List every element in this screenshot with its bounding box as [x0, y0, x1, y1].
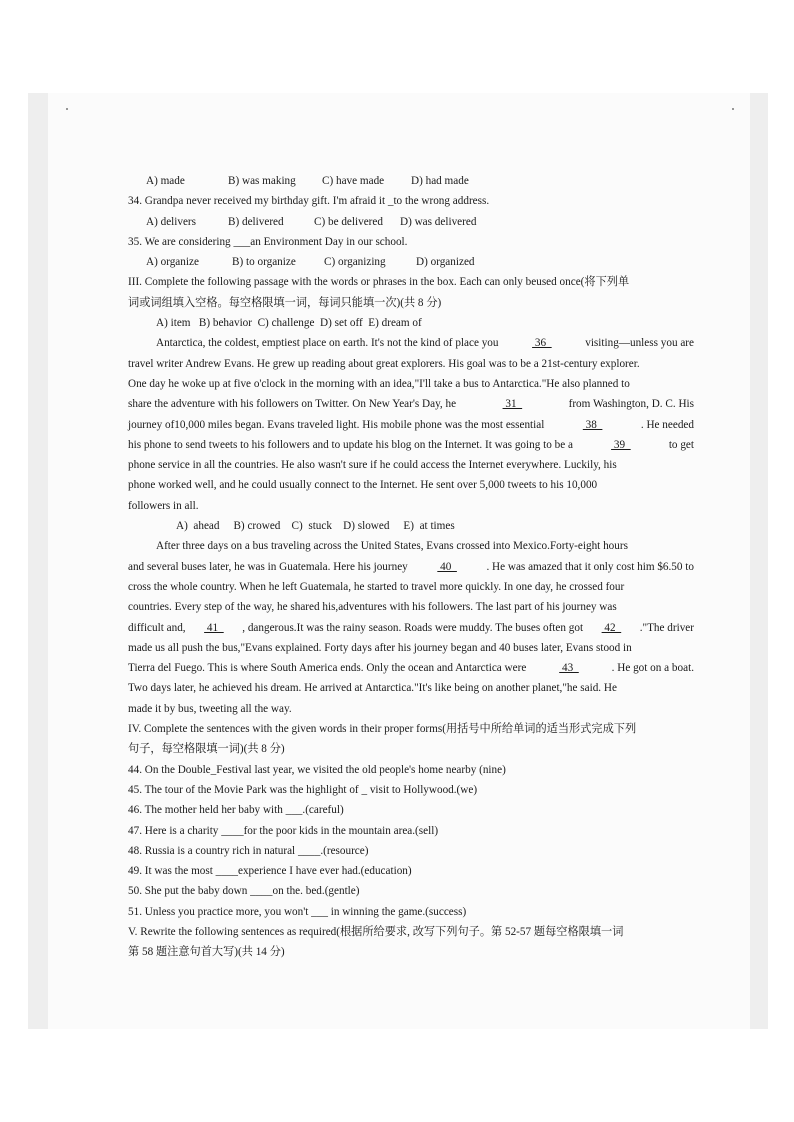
question-34: 34. Grandpa never received my birthday gift. I'm afraid it _to the wrong address. — [128, 195, 490, 208]
option: D) organized — [416, 256, 475, 269]
scan-speck — [732, 108, 734, 110]
question-35: 35. We are considering ___an Environment Day in our school. — [128, 235, 408, 248]
passage-line: phone worked well, and he could usually connect to the Internet. He sent over 5,000 tweets to his 10,000 — [128, 479, 598, 492]
passage-line: phone service in all the countries. He also wasn't sure if he could access the Internet everywhere. Luckily, his — [128, 459, 617, 472]
option: C) have made — [322, 175, 385, 187]
option: D) had made — [411, 175, 469, 187]
passage-line: One day he woke up at five o'clock in the morning with an idea,"I'll take a bus to Antarctica."He also planned to — [128, 377, 630, 390]
passage-line: made it by bus, tweeting all the way. — [128, 702, 292, 715]
answer-blank: 36 — [532, 337, 552, 350]
answer-blank: 40 — [437, 560, 457, 573]
question-45: 45. The tour of the Movie Park was the highlight of _ visit to Hollywood.(we) — [128, 783, 478, 796]
passage-line: travel writer Andrew Evans. He grew up reading about great explorers. His goal was to be a 21st-century explorer. — [128, 357, 640, 370]
option: A) made — [146, 175, 185, 187]
q35-options — [128, 252, 694, 272]
passage-line: and several buses later, he was in Guatemala. Here his journey 40 . He was amazed that it only cost him $6.50 to — [128, 557, 694, 577]
answer-blank: 43 — [559, 662, 579, 675]
answer-blank: 42 — [601, 621, 622, 634]
answer-blank: 38 — [582, 418, 603, 431]
answer-blank: 41 — [204, 621, 224, 634]
question-47: 47. Here is a charity ____for the poor kids in the mountain area.(sell) — [128, 824, 439, 837]
option: A) delivers — [146, 215, 197, 228]
q33-options — [128, 171, 694, 191]
exam-content — [128, 171, 694, 963]
passage-line: his phone to send tweets to his followers and to update his blog on the Internet. It was going to be a 39 to get — [128, 435, 694, 455]
passage-line: made us all push the bus,"Evans explained. Forty days after his journey began and 40 buses later, Evans stood in — [128, 641, 632, 654]
question-44: 44. On the Double_Festival last year, we visited the old people's home nearby (nine) — [128, 763, 506, 776]
word-box-1: A) item B) behavior C) challenge D) set off E) dream of — [156, 317, 422, 330]
section-3-heading-cont: 词或词组填入空格。每空格限填一词，每词只能填一次)(共 8 分) — [128, 296, 442, 309]
option: D) was delivered — [400, 215, 477, 228]
passage-1 — [128, 333, 694, 516]
q34-options — [128, 212, 694, 232]
word-box-2: A) ahead B) crowed C) stuck D) slowed E) at times — [176, 520, 455, 533]
section-5-heading: V. Rewrite the following sentences as required(根据所给要求, 改写下列句子。第 52-57 题每空格限填一词 — [128, 925, 624, 938]
answer-blank: 39 — [611, 438, 631, 451]
passage-line: share the adventure with his followers on Twitter. On New Year's Day, he 31 from Washington, D. C. His — [128, 394, 694, 414]
scan-edge-left — [28, 93, 48, 1029]
option: A) organize — [146, 256, 199, 269]
section-4-heading-cont: 句子，每空格限填一词)(共 8 分) — [128, 743, 285, 756]
passage-line: followers in all. — [128, 499, 199, 512]
passage-2 — [128, 536, 694, 719]
section-4-heading: IV. Complete the sentences with the given words in their proper forms(用括号中所给单词的适当形式完成下列 — [128, 723, 637, 736]
passage-line: Tierra del Fuego. This is where South America ends. Only the ocean and Antarctica were 43 . He got on a boat. — [128, 658, 694, 678]
option: C) organizing — [324, 256, 386, 269]
scan-speck — [66, 108, 68, 110]
passage-line: Two days later, he achieved his dream. He arrived at Antarctica."It's like being on another planet,"he said. He — [128, 682, 617, 695]
question-50: 50. She put the baby down ____on the. bed.(gentle) — [128, 885, 360, 898]
question-48: 48. Russia is a country rich in natural ____.(resource) — [128, 844, 369, 857]
passage-line: countries. Every step of the way, he shared his,adventures with his followers. The last part of his journey was — [128, 601, 617, 614]
question-51: 51. Unless you practice more, you won't ___ in winning the game.(success) — [128, 905, 467, 918]
option: B) to organize — [232, 256, 296, 269]
question-46: 46. The mother held her baby with ___.(careful) — [128, 804, 344, 817]
paper-sheet — [28, 93, 768, 1029]
section-3-heading: III. Complete the following passage with the words or phrases in the box. Each can only beused once(将下列单 — [128, 276, 630, 289]
option: C) be delivered — [314, 215, 383, 228]
passage-line: After three days on a bus traveling across the United States, Evans crossed into Mexico.Forty-eight hours — [156, 540, 628, 553]
option: B) delivered — [228, 215, 284, 228]
passage-line: Antarctica, the coldest, emptiest place on earth. It's not the kind of place you 36 visiting—unless you are — [128, 333, 694, 353]
section-5-heading-cont: 第 58 题注意句首大写)(共 14 分) — [128, 946, 285, 959]
question-49: 49. It was the most ____experience I have ever had.(education) — [128, 865, 412, 878]
passage-line: journey of10,000 miles began. Evans traveled light. His mobile phone was the most essential 38 . He needed — [128, 415, 694, 435]
passage-line: cross the whole country. When he left Guatemala, he started to travel more quickly. In one day, he crossed four — [128, 580, 625, 593]
scan-edge-right — [750, 93, 768, 1029]
passage-line: difficult and, 41 , dangerous.It was the rainy season. Roads were muddy. The buses often got 42 ."The driver — [128, 618, 694, 638]
answer-blank: 31 — [502, 398, 523, 411]
option: B) was making — [228, 175, 296, 187]
